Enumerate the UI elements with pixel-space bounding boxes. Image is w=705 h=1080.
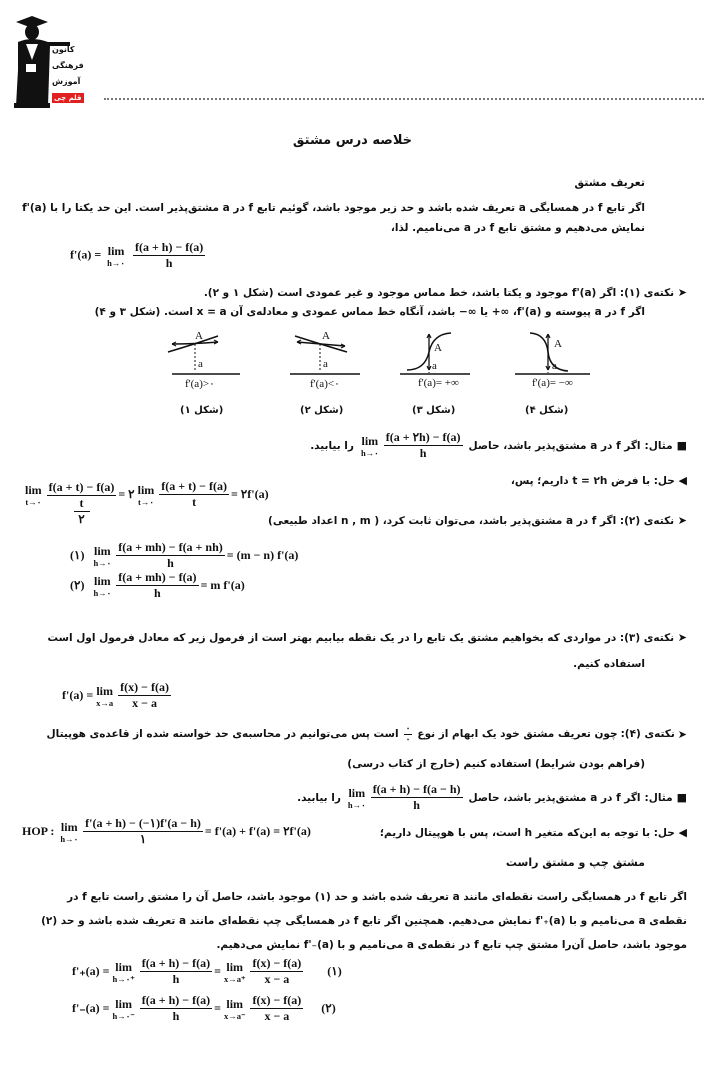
figure-3-caption: (شکل ۳) bbox=[412, 405, 456, 416]
lim-subscript: h→۰⁻ bbox=[112, 1010, 135, 1021]
formula-lhs: f'₋(a) = bbox=[72, 1001, 110, 1015]
fraction-denominator: h bbox=[167, 556, 174, 570]
fraction-numerator: f(a + h) − f(a) bbox=[141, 956, 211, 970]
formula-rhs: = m f'(a) bbox=[200, 578, 245, 592]
arrow-bullet-icon: ➤ bbox=[677, 514, 687, 527]
lim-subscript: h→۰ bbox=[93, 557, 112, 568]
lim-subscript: x→a bbox=[96, 697, 114, 708]
figure-3-graph bbox=[395, 330, 485, 380]
fraction-numerator: f(a + t) − f(a) bbox=[48, 480, 115, 494]
fraction-numerator: f(a + h) − f(a − h) bbox=[372, 782, 461, 796]
fraction-numerator: f'(a + h) − (−۱)f'(a − h) bbox=[85, 816, 201, 830]
solution-text: با توجه به این‌که متغیر h است، پس با هوپیتال داریم؛ bbox=[379, 827, 651, 839]
example1-solution-line bbox=[511, 474, 687, 487]
example2-limit bbox=[345, 782, 465, 813]
note2-label: نکته‌ی (۲): bbox=[619, 515, 675, 527]
example1-text-before: اگر f در a مشتق‌پذیر باشد، حاصل bbox=[468, 439, 641, 452]
example1-text-after: را بیابید. bbox=[310, 439, 354, 452]
fraction-denominator: ۱ bbox=[139, 832, 147, 846]
figure-2-axis: a bbox=[323, 358, 328, 370]
formula-index: (۲) bbox=[70, 578, 85, 592]
arrow-bullet-icon: ➤ bbox=[677, 631, 687, 644]
lim-subscript: h→۰ bbox=[360, 447, 379, 458]
formula-lhs: f'(a) = bbox=[62, 688, 94, 702]
note3-text: در مواردی که بخواهیم مشتق یک تابع را در یک نقطه بیابیم بهتر است از فرمول زیر که معادل فرمول اول است bbox=[47, 632, 617, 644]
figure-2-caption: (شکل ۲) bbox=[300, 405, 344, 416]
fraction-denominator: h bbox=[172, 1009, 180, 1023]
example2-label: مثال: bbox=[644, 791, 673, 804]
lim-label: lim bbox=[60, 819, 78, 834]
formula-lhs: f'₊(a) = bbox=[72, 964, 110, 978]
figure-4-axis: a bbox=[552, 360, 557, 372]
fraction-denominator: x − a bbox=[264, 1009, 290, 1023]
square-bullet-icon: ■ bbox=[676, 439, 687, 452]
section2-line2: نقطه‌ی a می‌نامیم و با f'₊(a) نمایش می‌دهیم. همچنین اگر تابع f در همسایگی چپ نقطه‌ای مانند a تعریف شده باشد و حد (۲) bbox=[41, 915, 687, 927]
fraction-denominator-bottom: ۲ bbox=[78, 512, 85, 526]
note3-formula bbox=[62, 680, 173, 711]
lim-subscript: h→۰ bbox=[107, 257, 125, 268]
lim-subscript: h→۰ bbox=[60, 833, 79, 844]
header-divider bbox=[104, 98, 704, 100]
equals-sign: = bbox=[214, 1001, 221, 1015]
note1-line2: اگر f در a پیوسته و f'(a)، ∞+ یا ∞− باشد، آنگاه خط مماس عمودی و معادله‌ی آن x = a است. (شکل ۳ و ۴) bbox=[94, 306, 645, 318]
lim-label: lim bbox=[348, 785, 366, 800]
example2-solution-line bbox=[380, 826, 687, 839]
lim-label: lim bbox=[25, 482, 42, 497]
note2-line bbox=[268, 514, 687, 527]
square-bullet-icon: ■ bbox=[676, 791, 687, 804]
fraction-denominator: ۰ bbox=[405, 734, 411, 744]
fraction-numerator: f(a + h) − f(a) bbox=[134, 240, 204, 254]
lim-label: lim bbox=[115, 996, 132, 1011]
fraction-denominator: x − a bbox=[132, 696, 157, 710]
note4-text-a: چون تعریف مشتق خود یک ابهام از نوع bbox=[417, 728, 618, 740]
lim-subscript: h→۰ bbox=[347, 799, 366, 810]
example1-label: مثال: bbox=[644, 439, 673, 452]
lim-subscript: t→۰ bbox=[25, 496, 42, 507]
formula-index: (۲) bbox=[321, 1001, 336, 1015]
lim-label: lim bbox=[226, 959, 244, 974]
note4-line1 bbox=[47, 724, 687, 744]
example1-solution-formula bbox=[22, 462, 269, 527]
definition-paragraph-line1: اگر تابع f در همسایگی a تعریف شده باشد و حد زیر موجود باشد، گوئیم تابع f در a مشتق‌پذیر است. این حد یکتا را با f'(a) bbox=[22, 202, 645, 214]
fraction-denominator-top: t bbox=[74, 496, 90, 512]
note1-label: نکته‌ی (۱): bbox=[619, 287, 675, 299]
fraction-denominator: h bbox=[165, 256, 173, 270]
solution-text: با فرض t = ۲h داریم؛ پس، bbox=[510, 475, 651, 487]
figure-1-point: A bbox=[195, 330, 203, 342]
equals-coefficient: = ۲ bbox=[118, 487, 135, 501]
example2-line bbox=[297, 782, 687, 813]
section-heading-one-sided: مشتق چپ و مشتق راست bbox=[505, 856, 645, 869]
example2-text-before: اگر f در a مشتق‌پذیر باشد، حاصل bbox=[468, 791, 641, 804]
arrow-bullet-icon: ➤ bbox=[677, 727, 687, 741]
figure-4-condition: f'(a)= −∞ bbox=[532, 377, 573, 389]
fraction-numerator: ۰ bbox=[405, 723, 411, 733]
note2-formula-1 bbox=[70, 540, 298, 571]
fraction-denominator: h bbox=[419, 446, 427, 460]
section2-line1: اگر تابع f در همسایگی راست نقطه‌ای مانند a تعریف شده باشد و حد (۱) موجود باشد، حاصل آن را مشتق راست تابع f در bbox=[67, 891, 687, 903]
figure-2-point: A bbox=[322, 330, 330, 342]
section2-line3: موجود باشد، حاصل آن‌را مشتق چپ تابع f در نقطه‌ی a می‌نامیم و با f'₋(a) نمایش می‌دهیم. bbox=[216, 939, 687, 951]
arrow-bullet-icon: ➤ bbox=[677, 286, 687, 299]
fraction-numerator: f(x) − f(a) bbox=[252, 993, 302, 1007]
figure-1-graph bbox=[160, 330, 250, 380]
logo bbox=[8, 10, 94, 110]
tangent-figures bbox=[160, 330, 600, 420]
lim-label: lim bbox=[107, 243, 125, 258]
fraction-numerator: f(a + t) − f(a) bbox=[161, 479, 227, 493]
example2-solution-formula bbox=[22, 816, 311, 847]
formula-rhs: = (m − n) f'(a) bbox=[226, 548, 299, 562]
triangle-bullet-icon: ◀ bbox=[678, 826, 687, 839]
note2-text: اگر f در a مشتق‌پذیر باشد، می‌توان ثابت کرد، ( n , m اعداد طبیعی) bbox=[268, 515, 617, 527]
fraction-numerator: f(a + ۲h) − f(a) bbox=[385, 430, 461, 444]
triangle-bullet-icon: ◀ bbox=[678, 474, 687, 487]
formula-index: (۱) bbox=[70, 548, 85, 562]
equals-sign: = bbox=[214, 964, 221, 978]
section-heading-definition: تعریف مشتق bbox=[574, 176, 645, 189]
figure-3-condition: f'(a)= +∞ bbox=[418, 377, 459, 389]
lim-label: lim bbox=[94, 573, 111, 588]
indeterminate-fraction bbox=[404, 724, 413, 744]
lim-label: lim bbox=[226, 996, 244, 1011]
logo-text-2: فرهنگی bbox=[52, 61, 84, 70]
fraction-denominator: h bbox=[172, 972, 180, 986]
lim-subscript: h→۰ bbox=[93, 587, 112, 598]
note4-label: نکته‌ی (۴): bbox=[620, 728, 675, 740]
formula-index: (۱) bbox=[327, 964, 342, 978]
lim-subscript: h→۰⁺ bbox=[112, 973, 135, 984]
result: = ۲f'(a) bbox=[230, 487, 269, 501]
lim-label: lim bbox=[137, 482, 155, 497]
lim-label: lim bbox=[361, 433, 379, 448]
solution-label: حل: bbox=[653, 475, 675, 487]
derivative-definition-formula bbox=[70, 240, 207, 271]
lim-label: lim bbox=[94, 543, 111, 558]
lim-label: lim bbox=[115, 959, 132, 974]
logo-text-1: کانون bbox=[52, 45, 75, 54]
note4-line2: (فراهم بودن شرایط) استفاده کنیم (خارج از کتاب درسی) bbox=[347, 758, 645, 770]
figure-4-caption: (شکل ۴) bbox=[525, 405, 569, 416]
figure-3-point: A bbox=[434, 342, 442, 354]
note1-line1 bbox=[204, 286, 687, 299]
note3-label: نکته‌ی (۳): bbox=[619, 632, 675, 644]
note4-text-b: است پس می‌توانیم در محاسبه‌ی حد خواسته شده از قاعده‌ی هوپیتال bbox=[46, 728, 399, 740]
fraction-numerator: f(x) − f(a) bbox=[120, 680, 169, 694]
lim-label: lim bbox=[96, 683, 113, 698]
fraction-denominator: t bbox=[192, 495, 197, 509]
figure-2-graph bbox=[285, 330, 375, 380]
note3-line2: استفاده کنیم. bbox=[573, 658, 645, 670]
fraction-denominator: h bbox=[154, 586, 161, 600]
fraction-denominator: x − a bbox=[264, 972, 290, 986]
figure-2-condition: f'(a)<۰ bbox=[310, 378, 340, 390]
example1-limit bbox=[358, 430, 465, 461]
definition-paragraph-line2: نمایش می‌دهیم و مشتق تابع f در a می‌نامیم. لذا، bbox=[390, 222, 645, 234]
formula-rhs: = f'(a) + f'(a) = ۲f'(a) bbox=[204, 824, 311, 838]
lim-subscript: x→a⁻ bbox=[223, 1010, 246, 1021]
example1-line bbox=[310, 430, 687, 461]
figure-1-axis: a bbox=[198, 358, 203, 370]
fraction-denominator: h bbox=[413, 798, 420, 812]
right-derivative-formula bbox=[72, 956, 342, 987]
note2-formula-2 bbox=[70, 570, 245, 601]
fraction-numerator: f(a + mh) − f(a + nh) bbox=[118, 540, 223, 554]
lim-subscript: x→a⁺ bbox=[223, 973, 246, 984]
solution-label: حل: bbox=[653, 827, 675, 839]
figure-4-point: A bbox=[554, 338, 562, 350]
left-derivative-formula bbox=[72, 993, 336, 1024]
figure-1-caption: (شکل ۱) bbox=[180, 405, 224, 416]
lim-subscript: t→۰ bbox=[138, 496, 154, 507]
fraction-numerator: f(a + h) − f(a) bbox=[141, 993, 211, 1007]
formula-lhs: f'(a) = bbox=[70, 247, 102, 262]
figure-1-condition: f'(a)>۰ bbox=[185, 378, 215, 390]
logo-badge: قلم چی bbox=[54, 94, 82, 102]
figure-3-axis: a bbox=[432, 360, 437, 372]
logo-text-3: آموزش bbox=[52, 77, 81, 86]
fraction-numerator: f(x) − f(a) bbox=[252, 956, 302, 970]
hop-prefix: HOP : bbox=[22, 824, 55, 838]
example2-text-after: را بیابید. bbox=[297, 791, 341, 804]
note3-line1 bbox=[47, 631, 687, 644]
page-title: خلاصه درس مشتق bbox=[292, 133, 413, 148]
fraction-numerator: f(a + mh) − f(a) bbox=[118, 570, 197, 584]
note1-text: اگر f'(a) موجود و یکتا باشد، خط مماس موجود و غیر عمودی است (شکل ۱ و ۲). bbox=[203, 287, 617, 299]
